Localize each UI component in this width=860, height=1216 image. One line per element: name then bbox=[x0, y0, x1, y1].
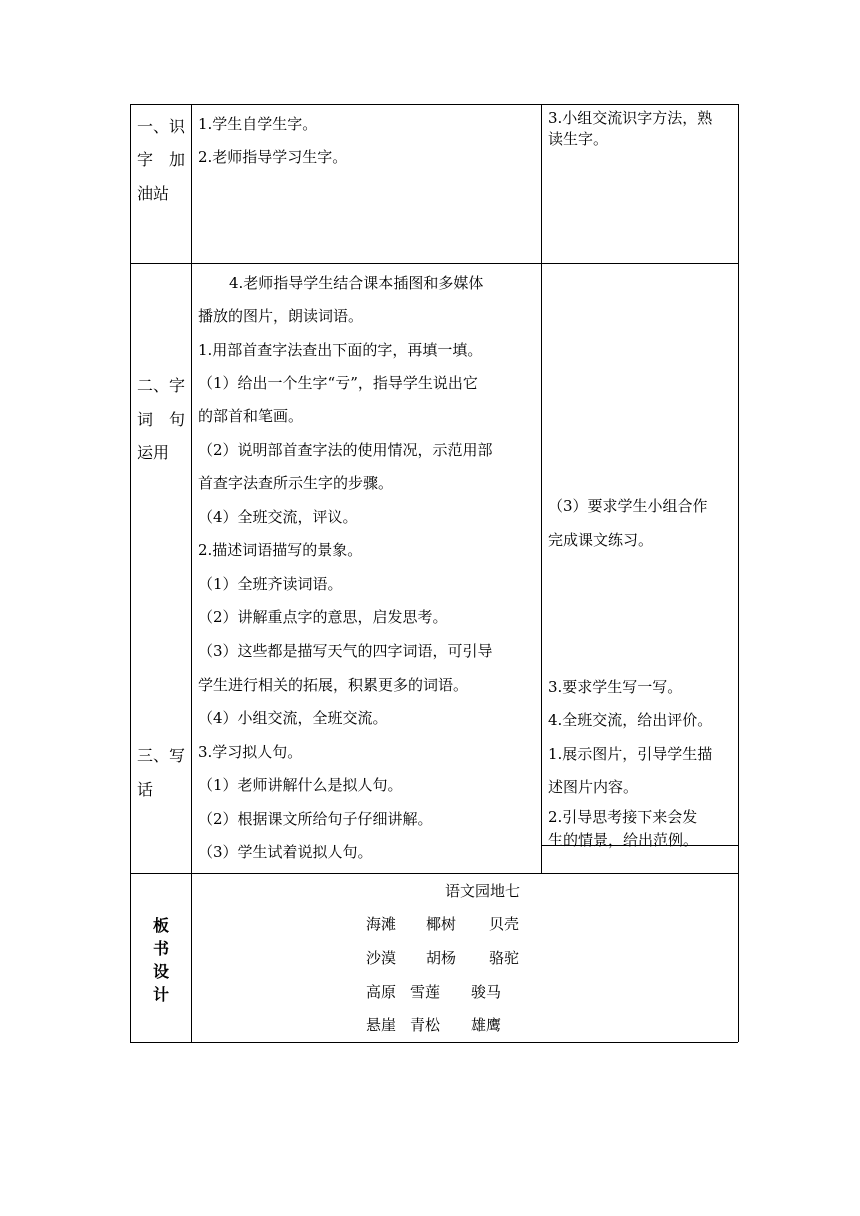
col-divider-1 bbox=[191, 104, 192, 1042]
teacher-text: 学生进行相关的拓展，积累更多的词语。 bbox=[198, 676, 469, 694]
board-word: 青松 bbox=[410, 1016, 441, 1034]
board-word: 高原 bbox=[366, 983, 397, 1001]
student-text: 读生字。 bbox=[548, 130, 609, 148]
section-1-label-line-1: 一、识 bbox=[137, 117, 186, 136]
board-word: 贝壳 bbox=[489, 915, 520, 933]
teacher-text: （2）说明部首查字法的使用情况，示范用部 bbox=[198, 441, 493, 459]
teacher-text: （1）全班齐读词语。 bbox=[198, 575, 343, 593]
table-left-border bbox=[130, 104, 131, 1042]
board-word: 海滩 bbox=[366, 915, 397, 933]
section-2-label-line-3: 运用 bbox=[137, 443, 170, 462]
section-3-label-line-1: 三、写 bbox=[137, 746, 186, 765]
student-text: 述图片内容。 bbox=[548, 778, 639, 796]
section-2-label-line-1: 二、字 bbox=[137, 376, 186, 395]
row-divider-1 bbox=[130, 263, 738, 264]
teacher-text: （2）讲解重点字的意思，启发思考。 bbox=[198, 608, 448, 626]
board-design-label-char: 计 bbox=[153, 985, 170, 1004]
section-3-label-line-2: 话 bbox=[137, 780, 154, 799]
teacher-text: （2）根据课文所给句子仔细讲解。 bbox=[198, 810, 433, 828]
teacher-text: （1）老师讲解什么是拟人句。 bbox=[198, 776, 403, 794]
teacher-text: 4.老师指导学生结合课本插图和多媒体 bbox=[229, 274, 484, 292]
board-title: 语文园地七 bbox=[445, 882, 521, 900]
table-bottom-border bbox=[130, 1042, 738, 1043]
teacher-text: 2.描述词语描写的景象。 bbox=[198, 541, 363, 559]
student-text: 3.要求学生写一写。 bbox=[548, 678, 683, 696]
table-right-border bbox=[738, 104, 739, 1042]
board-word: 椰树 bbox=[426, 915, 457, 933]
student-text: 3.小组交流识字方法，熟 bbox=[548, 109, 713, 127]
board-word: 胡杨 bbox=[426, 949, 457, 967]
teacher-text: （4）全班交流，评议。 bbox=[198, 508, 358, 526]
teacher-text: 的部首和笔画。 bbox=[198, 407, 304, 425]
teacher-text: 3.学习拟人句。 bbox=[198, 743, 303, 761]
teacher-text: 1.学生自学生字。 bbox=[198, 115, 318, 133]
board-design-label-char: 书 bbox=[153, 939, 170, 958]
board-word: 悬崖 bbox=[366, 1016, 397, 1034]
student-text: 完成课文练习。 bbox=[548, 531, 654, 549]
board-word: 雪莲 bbox=[410, 983, 441, 1001]
student-text: 4.全班交流，给出评价。 bbox=[548, 711, 713, 729]
teacher-text: 2.老师指导学习生字。 bbox=[198, 148, 348, 166]
section-1-label-line-2: 字 加 bbox=[137, 150, 186, 169]
board-design-label-char: 板 bbox=[153, 916, 170, 935]
teacher-text: （4）小组交流，全班交流。 bbox=[198, 709, 388, 727]
teacher-text: （3）这些都是描写天气的四字词语，可引导 bbox=[198, 642, 493, 660]
section-1-label-line-3: 油站 bbox=[137, 184, 170, 203]
section-2-label-line-2: 词 句 bbox=[137, 410, 186, 429]
board-design-label-char: 设 bbox=[153, 962, 170, 981]
student-text: 2.引导思考接下来会发 bbox=[548, 808, 698, 826]
teacher-text: 首查字法查所示生字的步骤。 bbox=[198, 474, 394, 492]
board-word: 雄鹰 bbox=[471, 1016, 502, 1034]
student-text: 1.展示图片，引导学生描 bbox=[548, 745, 713, 763]
teacher-text: （3）学生试着说拟人句。 bbox=[198, 843, 373, 861]
board-word: 沙漠 bbox=[366, 949, 397, 967]
row-divider-2 bbox=[130, 873, 738, 874]
board-word: 骏马 bbox=[471, 983, 502, 1001]
teacher-text: 1.用部首查字法查出下面的字，再填一填。 bbox=[198, 341, 483, 359]
table-top-border bbox=[130, 104, 738, 105]
student-text: （3）要求学生小组合作 bbox=[548, 497, 708, 515]
student-text: 生的情景，给出范例。 bbox=[548, 831, 699, 849]
board-word: 骆驼 bbox=[489, 949, 520, 967]
col-divider-2 bbox=[541, 104, 542, 873]
teacher-text: （1）给出一个生字“亏”，指导学生说出它 bbox=[198, 374, 478, 392]
teacher-text: 播放的图片，朗读词语。 bbox=[198, 307, 364, 325]
